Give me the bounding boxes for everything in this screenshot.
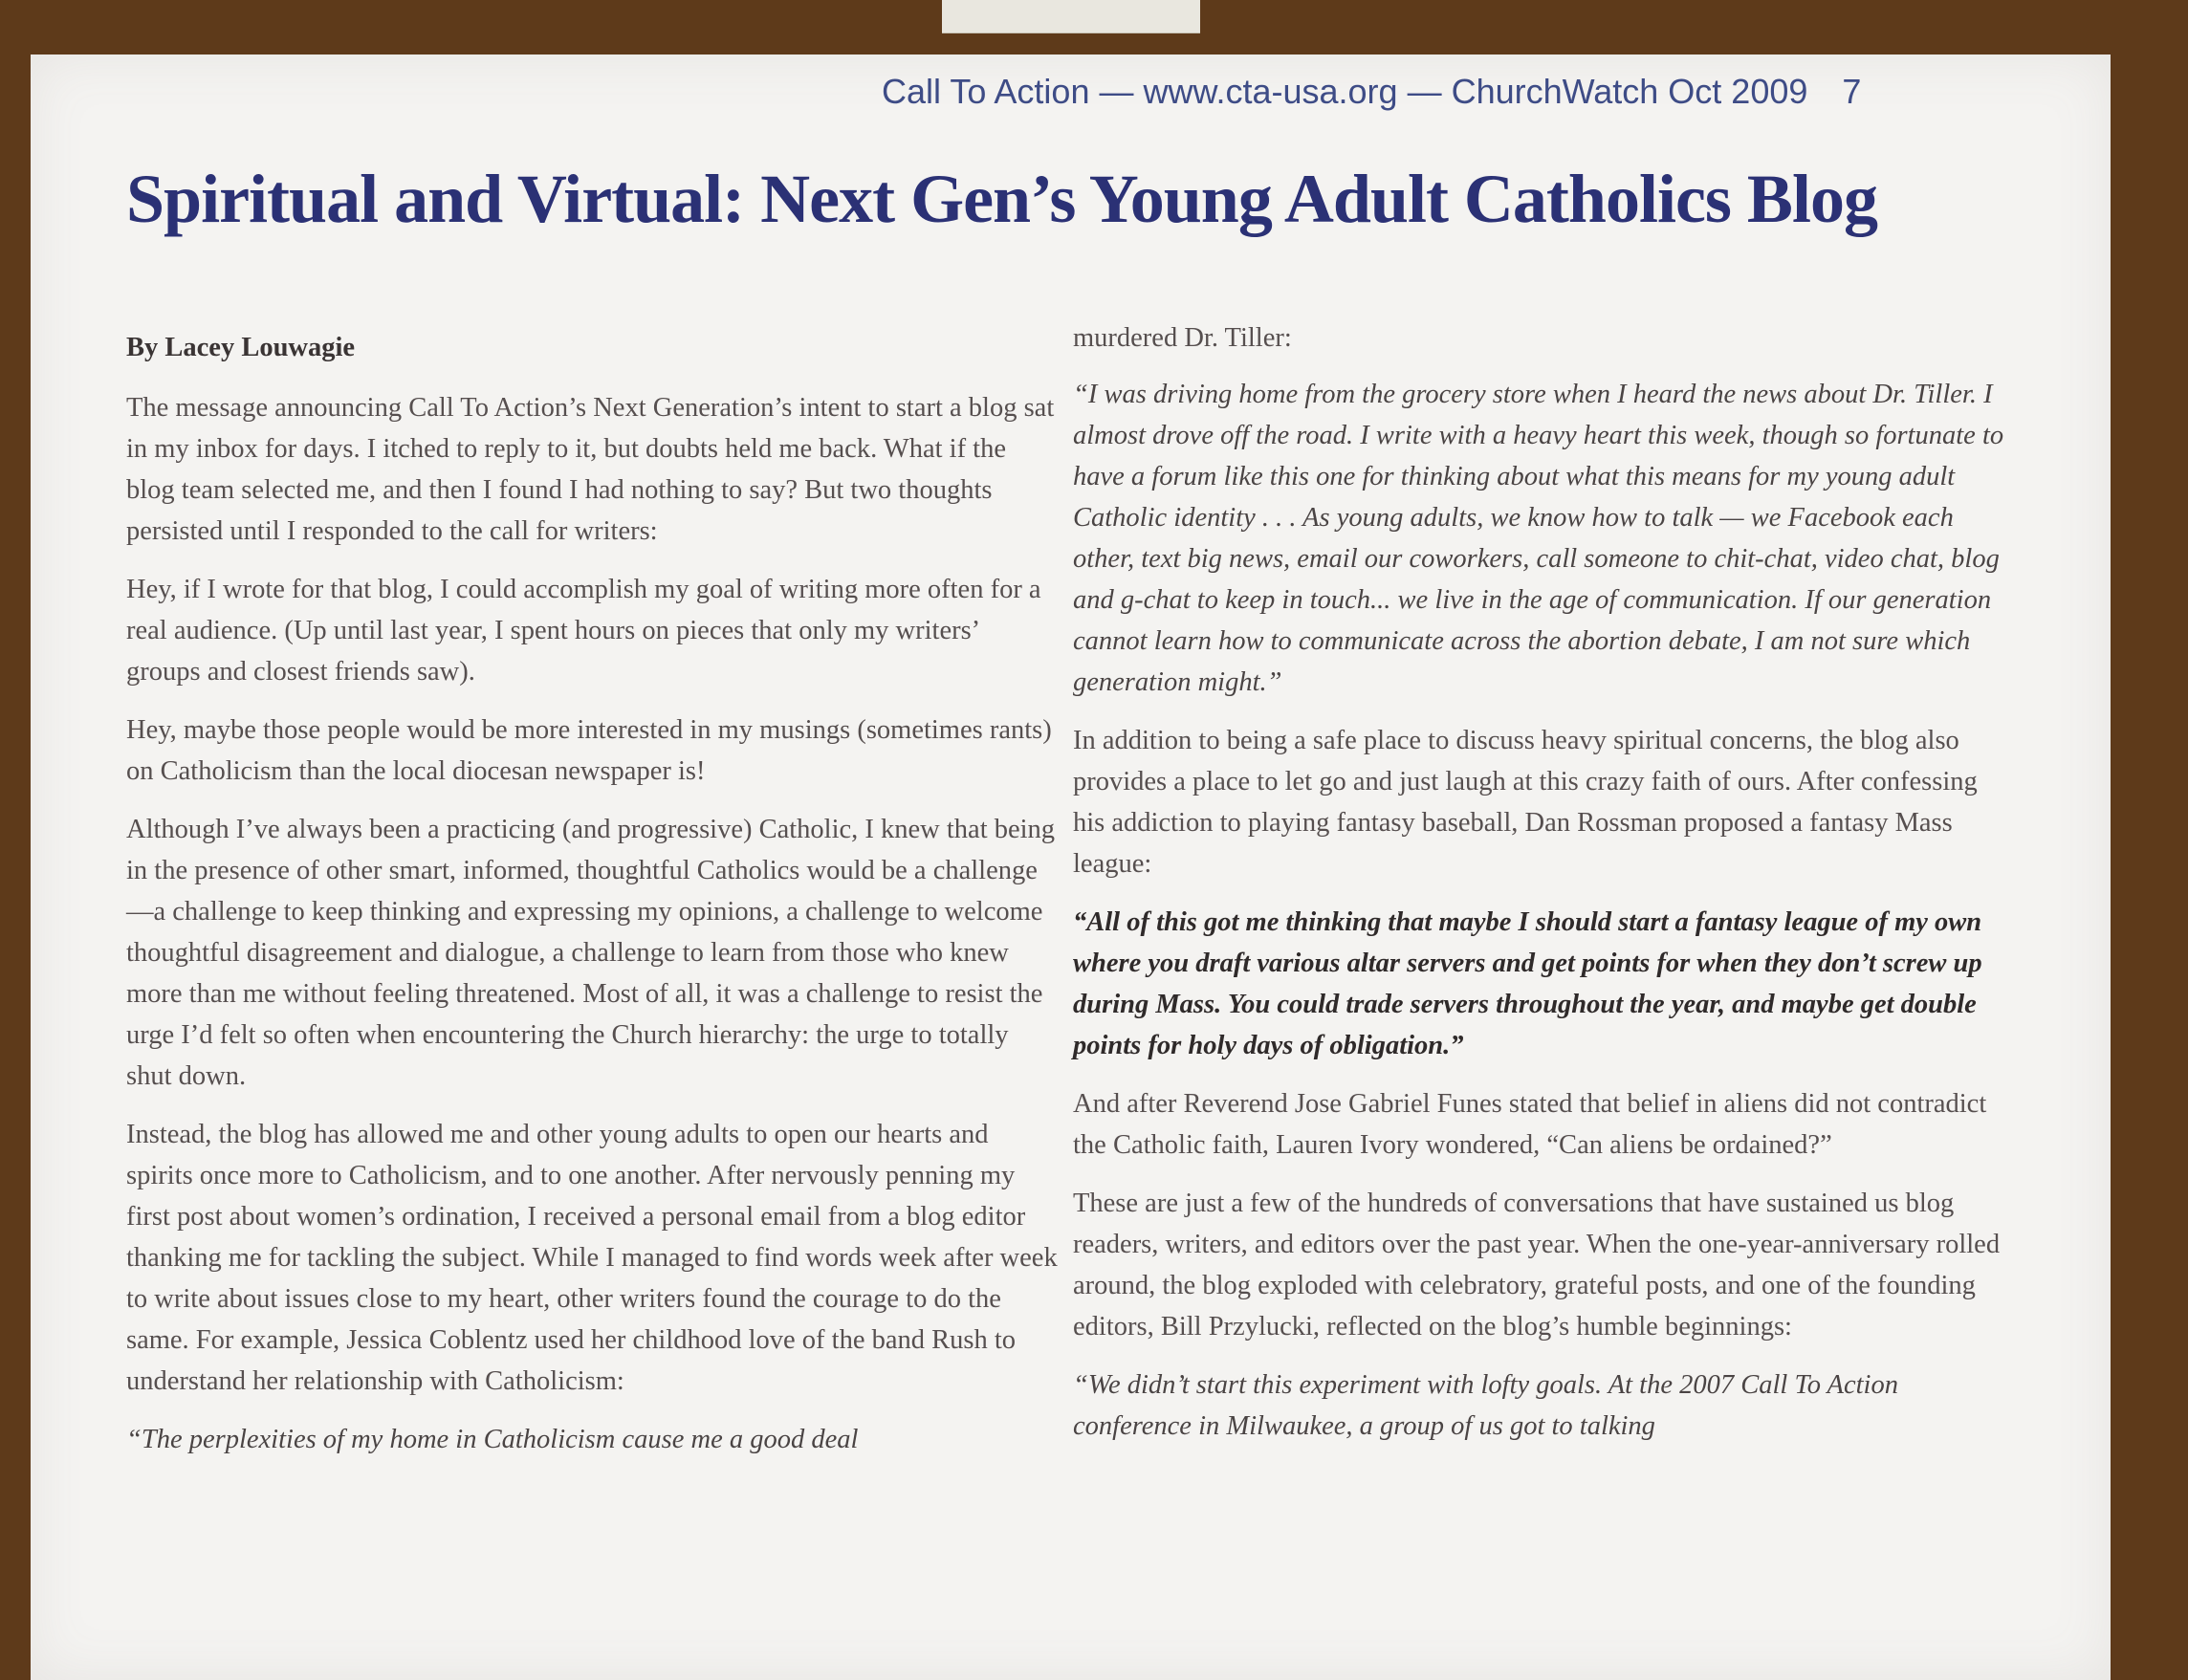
byline: By Lacey Louwagie: [126, 333, 356, 362]
right-column: [1073, 317, 2015, 1464]
running-head: [882, 72, 1981, 112]
paragraph: In addition to being a safe place to discuss heavy spiritual concerns, the blog also provides a place to let go and just laugh at this crazy faith of ours. After confessing his addiction to playing fantasy baseball, Dan Rossman proposed a fantasy Mass league:: [1073, 726, 1978, 879]
article-title: Spiritual and Virtual: Next Gen’s Young Adult Catholics Blog: [126, 161, 1877, 237]
tape-strip: [942, 0, 1200, 33]
paragraph: Hey, if I wrote for that blog, I could accomplish my goal of writing more often for a real audience. (Up until last year, I spent hours on pieces that only my writers’ groups and closest friends saw).: [126, 575, 1041, 687]
paragraph: The message announcing Call To Action’s Next Generation’s intent to start a blog sat in my inbox for days. I itched to reply to it, but doubts held me back. What if the blog team selected me, and then I found I had nothing to say? But two thoughts persisted until I responded to the call for writers:: [126, 393, 1055, 546]
paragraph: And after Reverend Jose Gabriel Funes stated that belief in aliens did not contradict the Catholic faith, Lauren Ivory wondered, “Can aliens be ordained?”: [1073, 1089, 1987, 1160]
block-quote: “The perplexities of my home in Catholicism cause me a good deal: [126, 1425, 859, 1454]
block-quote: “We didn’t start this experiment with lofty goals. At the 2007 Call To Action conference in Milwaukee, a group of us got to talking: [1073, 1370, 1898, 1441]
continuation-line: murdered Dr. Tiller:: [1073, 323, 1292, 353]
page-number: 7: [1842, 72, 1862, 111]
paragraph: Instead, the blog has allowed me and other young adults to open our hearts and spirits once more to Catholicism, and to one another. After nervously penning my first post about women’s ordination, I received a personal email from a blog editor thanking me for tackling the subject. While I managed to find words week after week to write about issues close to my heart, other writers found the courage to do the same. For example, Jessica Coblentz used her childhood love of the band Rush to understand her relationship with Catholicism:: [126, 1120, 1058, 1396]
paragraph: Although I’ve always been a practicing (and progressive) Catholic, I knew that being in the presence of other smart, informed, thoughtful Catholics would be a challenge—a challenge to keep thinking and expressing my opinions, a challenge to welcome thoughtful disagreement and dialogue, a challenge to learn from those who knew more than me without feeling threatened. Most of all, it was a challenge to resist the urge I’d felt so often when encountering the Church hierarchy: the urge to totally shut down.: [126, 815, 1056, 1091]
block-quote: “I was driving home from the grocery store when I heard the news about Dr. Tiller. I almost drove off the road. I write with a heavy heart this week, though so fortunate to have a forum like this one for thinking about what this means for my young adult Catholic identity . . . As young adults, we know how to talk — we Facebook each other, text big news, email our coworkers, call someone to chit-chat, video chat, blog and g-chat to keep in touch... we live in the age of communication. If our generation cannot learn how to communicate across the abortion debate, I am not sure which generation might.”: [1073, 380, 2004, 697]
block-quote-bold: “All of this got me thinking that maybe I should start a fantasy league of my own where you draft various altar servers and get points for when they don’t screw up during Mass. You could trade servers throughout the year, and maybe get double points for holy days of obligation.”: [1073, 907, 1982, 1060]
newsletter-page: [31, 55, 2111, 1680]
running-head-text: Call To Action — www.cta-usa.org — ChurchWatch Oct 2009: [882, 72, 1808, 111]
paragraph: These are just a few of the hundreds of conversations that have sustained us blog readers, writers, and editors over the past year. When the one-year-anniversary rolled around, the blog exploded with celebratory, grateful posts, and one of the founding editors, Bill Przylucki, reflected on the blog’s humble beginnings:: [1073, 1189, 2001, 1342]
paragraph: Hey, maybe those people would be more interested in my musings (sometimes rants) on Catholicism than the local diocesan newspaper is!: [126, 715, 1052, 786]
left-column: [126, 327, 1059, 1477]
